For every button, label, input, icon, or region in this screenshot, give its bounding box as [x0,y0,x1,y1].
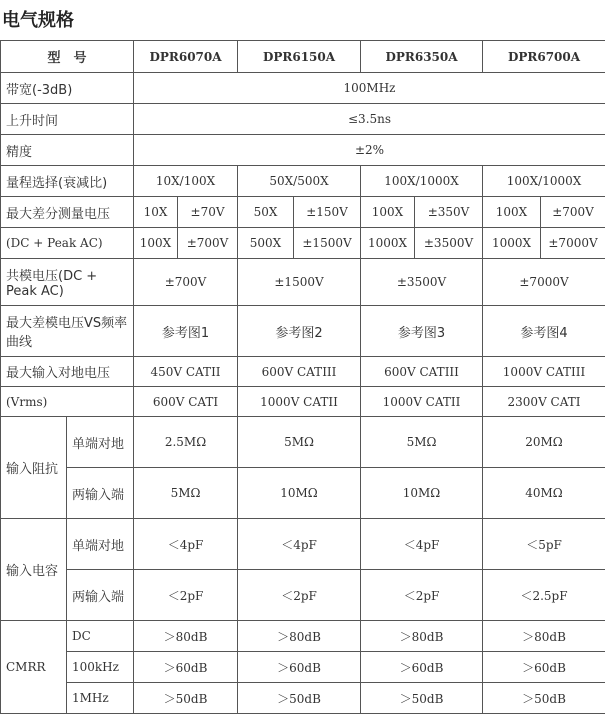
cell-value: 2.5MΩ [134,417,238,468]
cell-value: ＞60dB [361,652,483,683]
cell-value: 参考图2 [238,306,361,357]
table-row [1,519,605,570]
cell-value: 参考图1 [134,306,238,357]
cell-value: ＜2pF [238,570,361,621]
cell-value: ＞50dB [238,683,361,714]
table-row [1,387,605,417]
page-title: 电气规格 [2,10,74,31]
cell-value: 1000X [483,228,541,259]
model-header-label: 型 号 [1,41,134,73]
table-row [1,683,605,714]
table-row [1,166,605,197]
cell-value: 100MHz [134,73,605,104]
row-sublabel: 1MHz [67,683,134,714]
cell-value: ±700V [178,228,238,259]
row-sublabel: 单端对地 [67,417,134,468]
cell-value: 40MΩ [483,468,605,519]
row-label: 输入电容 [1,519,67,621]
cell-value: ＞80dB [361,621,483,652]
cell-value: 5MΩ [134,468,238,519]
table-row [1,135,605,166]
cell-value: ＜4pF [238,519,361,570]
cell-value: ±1500V [238,259,361,306]
model-name: DPR6150A [238,41,361,73]
cell-value: 100X [361,197,415,228]
row-label: 输入阻抗 [1,417,67,519]
row-sublabel: 100kHz [67,652,134,683]
cell-value: 600V CATIII [361,357,483,387]
cell-value: 1000X [361,228,415,259]
cell-value: ＜2pF [134,570,238,621]
table-row [1,570,605,621]
cell-value: ±7000V [483,259,605,306]
cell-value: 20MΩ [483,417,605,468]
cell-value: ＞50dB [134,683,238,714]
cell-value: 1000V CATIII [483,357,605,387]
cell-value: ±700V [134,259,238,306]
row-sublabel: (Vrms) [1,387,134,417]
cell-value: ＞80dB [238,621,361,652]
cell-value: 50X/500X [238,166,361,197]
row-label: 量程选择(衰减比) [1,166,134,197]
row-label: 共模电压(DC + Peak AC) [1,259,134,306]
cell-value: ＜5pF [483,519,605,570]
row-label: CMRR [1,621,67,714]
cell-value: ±3500V [415,228,483,259]
cell-value: ≤3.5ns [134,104,605,135]
table-row [1,468,605,519]
model-name: DPR6350A [361,41,483,73]
header-row [1,41,605,73]
spec-table [0,40,605,714]
cell-value: ±1500V [294,228,361,259]
row-sublabel: 两输入端 [67,570,134,621]
table-row [1,306,605,357]
model-name: DPR6700A [483,41,605,73]
table-row [1,104,605,135]
cell-value: ＞80dB [134,621,238,652]
row-sublabel: 单端对地 [67,519,134,570]
table-row [1,228,605,259]
cell-value: 10MΩ [361,468,483,519]
cell-value: ＞80dB [483,621,605,652]
row-label: 带宽(-3dB) [1,73,134,104]
row-sublabel: (DC + Peak AC) [1,228,134,259]
cell-value: 5MΩ [238,417,361,468]
cell-value: 2300V CATI [483,387,605,417]
cell-value: 100X/1000X [361,166,483,197]
table-row [1,652,605,683]
cell-value: 500X [238,228,294,259]
cell-value: ±70V [178,197,238,228]
row-label: 最大差模电压VS频率曲线 [1,306,134,357]
table-row [1,417,605,468]
row-label: 上升时间 [1,104,134,135]
row-sublabel: 两输入端 [67,468,134,519]
cell-value: ＜2.5pF [483,570,605,621]
cell-value: ±150V [294,197,361,228]
model-name: DPR6070A [134,41,238,73]
cell-value: ＜4pF [134,519,238,570]
cell-value: ±3500V [361,259,483,306]
cell-value: ＞60dB [238,652,361,683]
cell-value: 600V CATIII [238,357,361,387]
cell-value: 10X/100X [134,166,238,197]
cell-value: ＜2pF [361,570,483,621]
cell-value: 600V CATI [134,387,238,417]
row-label: 精度 [1,135,134,166]
cell-value: 10X [134,197,178,228]
cell-value: 100X [134,228,178,259]
table-row [1,197,605,228]
table-row [1,259,605,306]
cell-value: 5MΩ [361,417,483,468]
table-row [1,621,605,652]
cell-value: ＞50dB [361,683,483,714]
cell-value: ＞60dB [483,652,605,683]
row-label: 最大输入对地电压 [1,357,134,387]
cell-value: ＞50dB [483,683,605,714]
cell-value: 1000V CATII [238,387,361,417]
table-row [1,357,605,387]
cell-value: 10MΩ [238,468,361,519]
cell-value: 100X/1000X [483,166,605,197]
cell-value: 参考图3 [361,306,483,357]
cell-value: 参考图4 [483,306,605,357]
table-row [1,73,605,104]
cell-value: 450V CATII [134,357,238,387]
cell-value: ＞60dB [134,652,238,683]
cell-value: ±700V [541,197,605,228]
cell-value: 50X [238,197,294,228]
cell-value: 100X [483,197,541,228]
cell-value: ±350V [415,197,483,228]
cell-value: ＜4pF [361,519,483,570]
cell-value: ±2% [134,135,605,166]
row-sublabel: DC [67,621,134,652]
cell-value: 1000V CATII [361,387,483,417]
row-label: 最大差分测量电压 [1,197,134,228]
cell-value: ±7000V [541,228,605,259]
